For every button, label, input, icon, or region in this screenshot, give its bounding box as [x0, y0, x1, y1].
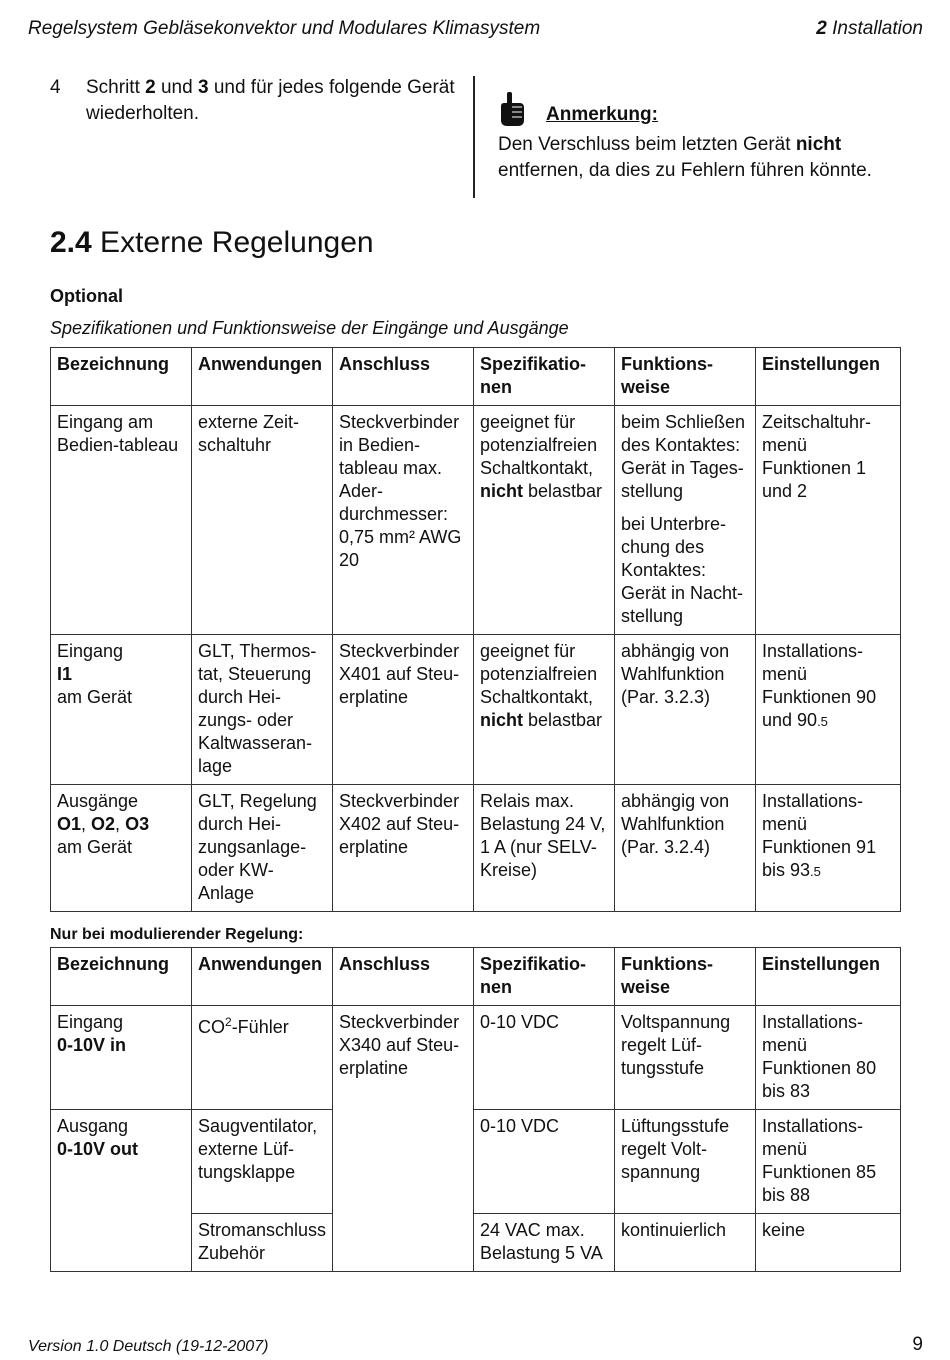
cell-einstellungen: Zeitschaltuhr-menü Funktionen 1 und 2 [756, 406, 901, 635]
col-header: Spezifikatio-nen [474, 348, 615, 406]
note-divider [473, 76, 475, 198]
cell-einstellungen: Installations-menü Funktionen 90 und 90.5 [756, 635, 901, 785]
version-label: Version 1.0 Deutsch (19-12-2007) [28, 1338, 269, 1355]
cell-anschluss: Steckverbinder in Bedien-tableau max. Ader-durchmesser: 0,75 mm² AWG 20 [333, 406, 474, 635]
cell-spezifikationen: geeignet für potenzialfreien Schaltkontakt, nicht belastbar [474, 635, 615, 785]
col-header: Funktions-weise [615, 948, 756, 1006]
col-header: Einstellungen [756, 348, 901, 406]
cell-spezifikationen: 24 VAC max. Belastung 5 VA [474, 1214, 615, 1272]
table-row [51, 635, 901, 785]
cell-bezeichnung: Eingang am Bedien-tableau [51, 406, 192, 635]
page-number: 9 [912, 1334, 923, 1355]
step-text: Schritt 2 und 3 und für jedes folgende Gerät wiederholten. [86, 77, 455, 124]
table-caption: Spezifikationen und Funktionsweise der Eingänge und Ausgänge [50, 318, 569, 338]
cell-anwendungen: externe Zeit-schaltuhr [192, 406, 333, 635]
chapter-label [816, 18, 923, 40]
cell-spezifikationen: geeignet für potenzialfreien Schaltkontakt, nicht belastbar [474, 406, 615, 635]
cell-anschluss: Steckverbinder X401 auf Steu-erplatine [333, 635, 474, 785]
col-header: Funktions-weise [615, 348, 756, 406]
page-header [28, 18, 923, 42]
col-header: Bezeichnung [51, 348, 192, 406]
col-header: Anschluss [333, 948, 474, 1006]
cell-anwendungen: Stromanschluss Zubehör [192, 1214, 333, 1272]
cell-anwendungen: $CO^2$-Fühler [192, 1006, 333, 1110]
cell-anschluss: Steckverbinder X402 auf Steu-erplatine [333, 785, 474, 912]
cell-bezeichnung: Ausgang 0-10V out [51, 1110, 192, 1272]
table-row [51, 785, 901, 912]
modulating-caption: Nur bei modulierender Regelung: [50, 926, 304, 943]
cell-einstellungen: Installations-menü Funktionen 85 bis 88 [756, 1110, 901, 1214]
cell-funktionsweise: abhängig von Wahlfunktion (Par. 3.2.3) [615, 635, 756, 785]
section-number: 2.4 [50, 226, 92, 259]
col-header: Anwendungen [192, 948, 333, 1006]
table-row [51, 1110, 901, 1214]
col-header: Anschluss [333, 348, 474, 406]
chapter-name: Installation [832, 18, 923, 39]
pointing-hand-icon [498, 90, 526, 128]
cell-bezeichnung: Ausgänge O1, O2, O3 am Gerät [51, 785, 192, 912]
cell-einstellungen: Installations-menü Funktionen 91 bis 93.5 [756, 785, 901, 912]
table-row [51, 406, 901, 635]
table-header-row [51, 348, 901, 406]
table-row [51, 1006, 901, 1110]
cell-bezeichnung: Eingang 0-10V in [51, 1006, 192, 1110]
col-header: Einstellungen [756, 948, 901, 1006]
cell-anschluss: Steckverbinder X340 auf Steu-erplatine [333, 1006, 474, 1272]
cell-spezifikationen: 0-10 VDC [474, 1110, 615, 1214]
note-title: Anmerkung: [546, 104, 658, 125]
modulating-spec-table [50, 947, 901, 1272]
cell-bezeichnung: Eingang I1 am Gerät [51, 635, 192, 785]
document-title: Regelsystem Gebläsekonvektor und Modulares Klimasystem [28, 18, 541, 39]
cell-anwendungen: Saugventilator, externe Lüf-tungsklappe [192, 1110, 333, 1214]
cell-einstellungen: keine [756, 1214, 901, 1272]
cell-funktionsweise: Voltspannung regelt Lüf-tungsstufe [615, 1006, 756, 1110]
note-text: Den Verschluss beim letzten Gerät nicht entfernen, da dies zu Fehlern führen könnte. [498, 134, 872, 181]
section-heading [50, 226, 374, 260]
io-spec-table [50, 347, 901, 912]
cell-anwendungen: GLT, Regelung durch Hei-zungsanlage-oder KW-Anlage [192, 785, 333, 912]
step-number: 4 [50, 77, 61, 98]
optional-label: Optional [50, 286, 123, 306]
col-header: Bezeichnung [51, 948, 192, 1006]
cell-funktionsweise: Lüftungsstufe regelt Volt-spannung [615, 1110, 756, 1214]
cell-funktionsweise: abhängig von Wahlfunktion (Par. 3.2.4) [615, 785, 756, 912]
cell-einstellungen: Installations-menü Funktionen 80 bis 83 [756, 1006, 901, 1110]
chapter-number: 2 [816, 18, 827, 39]
cell-spezifikationen: 0-10 VDC [474, 1006, 615, 1110]
section-title: Externe Regelungen [91, 226, 374, 259]
table-header-row [51, 948, 901, 1006]
cell-anwendungen: GLT, Thermos-tat, Steuerung durch Hei-zungs- oder Kaltwasseran-lage [192, 635, 333, 785]
col-header: Spezifikatio-nen [474, 948, 615, 1006]
cell-spezifikationen: Relais max. Belastung 24 V, 1 A (nur SELV-Kreise) [474, 785, 615, 912]
note-box [498, 90, 918, 184]
col-header: Anwendungen [192, 348, 333, 406]
cell-funktionsweise: kontinuierlich [615, 1214, 756, 1272]
cell-funktionsweise: beim Schließen des Kontaktes: Gerät in Tages-stellung bei Unterbre-chung des Kontaktes: Gerät in Nacht-stellung [615, 406, 756, 635]
